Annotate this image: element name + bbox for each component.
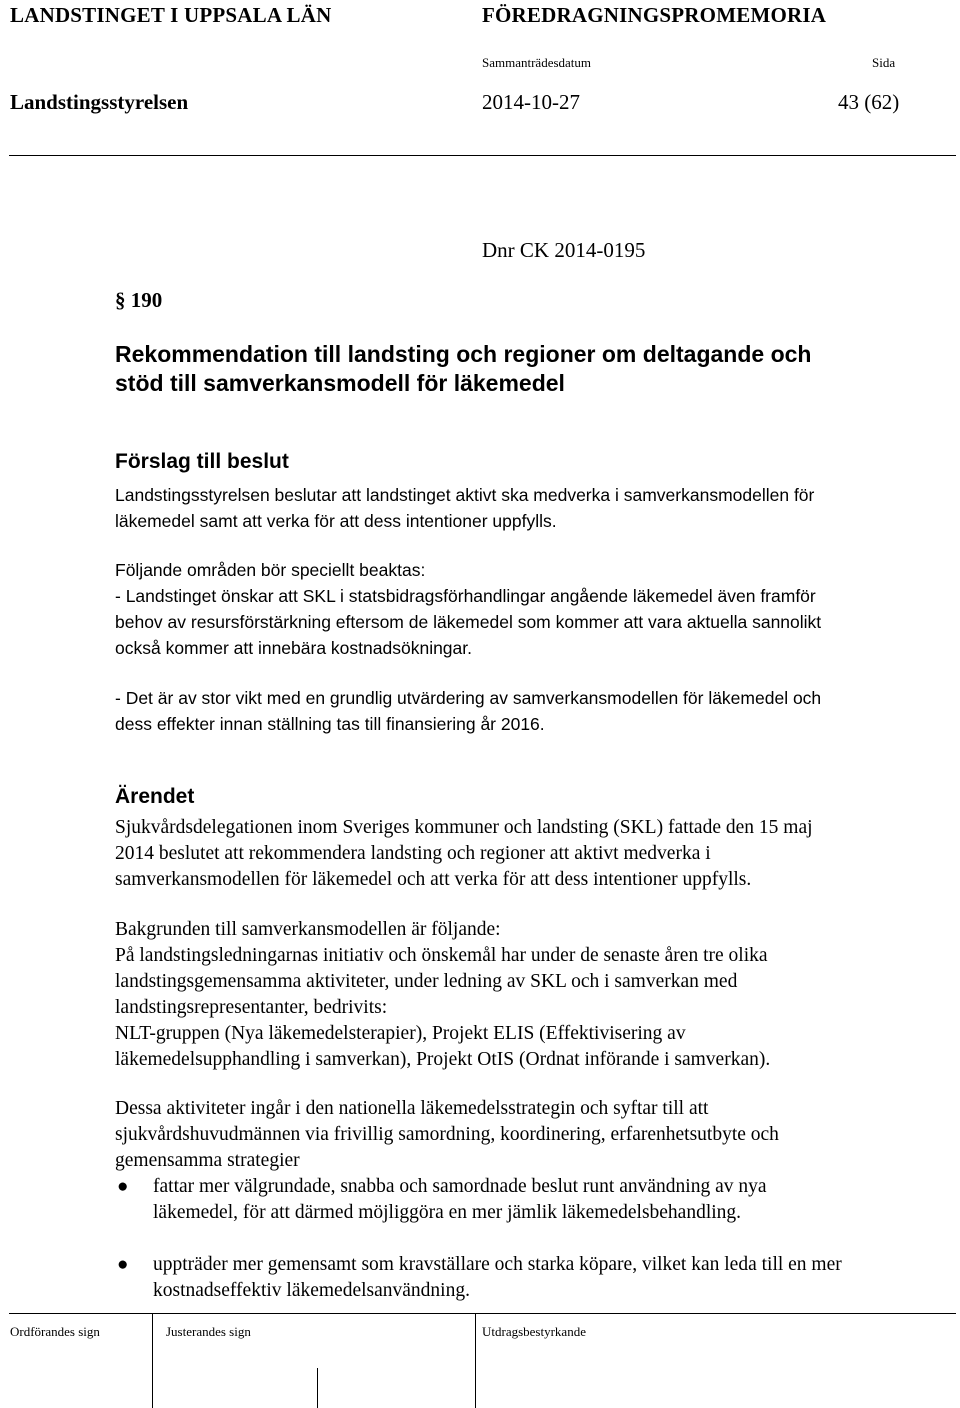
page-number: 43 (62) xyxy=(838,90,900,114)
text-line: samverkansmodellen för läkemedel och att verka för att dess intentioner uppfylls. xyxy=(115,869,752,890)
text-line: Följande områden bör speciellt beaktas: xyxy=(115,560,426,580)
text-line: läkemedel, för att därmed möjliggöra en mer jämlik läkemedelsbehandling. xyxy=(153,1202,742,1223)
text-line: också kommer att innebära kostnadsökningar. xyxy=(115,638,472,658)
certified-extract-label: Utdragsbestyrkande xyxy=(482,1324,586,1339)
bullet-item-1 xyxy=(153,1174,953,1226)
text-line: kostnadseffektiv läkemedelsanvändning. xyxy=(153,1280,470,1301)
signature-divider xyxy=(317,1368,318,1408)
proposal-text xyxy=(115,482,945,534)
title-line: Rekommendation till landsting och regioner om deltagande och xyxy=(115,341,812,367)
bullet-icon: ● xyxy=(117,1254,129,1275)
document-type: FÖREDRAGNINGSPROMEMORIA xyxy=(482,3,827,27)
bullet-icon: ● xyxy=(117,1176,129,1197)
text-line: - Landstinget önskar att SKL i statsbidragsförhandlingar angående läkemedel även framför xyxy=(115,586,816,606)
proposal-areas xyxy=(115,557,945,661)
text-line: sjukvårdshuvudmännen via frivillig samordning, koordinering, erfarenhetsutbyte och xyxy=(115,1124,779,1145)
signature-divider xyxy=(475,1313,476,1408)
text-line: läkemedel samt att verka för att dess intentioner uppfylls. xyxy=(115,511,557,531)
page-label: Sida xyxy=(872,55,896,70)
proposal-heading: Förslag till beslut xyxy=(115,450,289,473)
bullet-item-2 xyxy=(153,1252,953,1304)
text-line: landstingsrepresentanter, bedrivits: xyxy=(115,997,388,1018)
header-divider xyxy=(9,155,956,156)
organization-name: LANDSTINGET I UPPSALA LÄN xyxy=(10,3,332,27)
text-line: fattar mer välgrundade, snabba och samordnade beslut runt användning av nya xyxy=(153,1176,767,1197)
text-line: behov av resursförstärkning eftersom de läkemedel som kommer att vara aktuella sannolikt xyxy=(115,612,822,632)
matter-paragraph-2 xyxy=(115,917,945,1073)
text-line: Landstingsstyrelsen beslutar att landstinget aktivt ska medverka i samverkansmodellen för xyxy=(115,485,815,505)
diary-number: Dnr CK 2014-0195 xyxy=(482,238,646,262)
text-line: NLT-gruppen (Nya läkemedelsterapier), Projekt ELIS (Effektivisering av xyxy=(115,1023,686,1044)
text-line: Sjukvårdsdelegationen inom Sveriges kommuner och landsting (SKL) fattade den 15 maj xyxy=(115,817,813,838)
text-line: Bakgrunden till samverkansmodellen är följande: xyxy=(115,919,501,940)
text-line: gemensamma strategier xyxy=(115,1150,300,1171)
chair-signature-label: Ordförandes sign xyxy=(10,1324,100,1339)
title-line: stöd till samverkansmodell för läkemedel xyxy=(115,370,565,396)
text-line: Dessa aktiviteter ingår i den nationella läkemedelsstrategin och syftar till att xyxy=(115,1098,709,1119)
paragraph-number: § 190 xyxy=(115,288,163,312)
text-line: läkemedelsupphandling i samverkan), Projekt OtIS (Ordnat införande i samverkan). xyxy=(115,1049,771,1070)
matter-paragraph-3 xyxy=(115,1096,945,1174)
document-title xyxy=(115,340,935,398)
meeting-date: 2014-10-27 xyxy=(482,90,580,114)
governing-body: Landstingsstyrelsen xyxy=(10,90,189,114)
text-line: 2014 beslutet att rekommendera landsting och regioner att aktivt medverka i xyxy=(115,843,711,864)
meeting-date-label: Sammanträdesdatum xyxy=(482,55,592,70)
matter-heading: Ärendet xyxy=(115,785,195,808)
text-line: landstingsgemensamma aktiviteter, under ledning av SKL och i samverkan med xyxy=(115,971,738,992)
proposal-point-2 xyxy=(115,685,945,737)
signature-divider xyxy=(152,1313,153,1408)
text-line: På landstingsledningarnas initiativ och önskemål har under de senaste åren tre olika xyxy=(115,945,768,966)
text-line: uppträder mer gemensamt som kravställare och starka köpare, vilket kan leda till en mer xyxy=(153,1254,842,1275)
adjuster-signature-label: Justerandes sign xyxy=(166,1324,251,1339)
text-line: - Det är av stor vikt med en grundlig utvärdering av samverkansmodellen för läkemedel och xyxy=(115,688,822,708)
text-line: dess effekter innan ställning tas till finansiering år 2016. xyxy=(115,714,545,734)
matter-paragraph-1 xyxy=(115,815,945,893)
